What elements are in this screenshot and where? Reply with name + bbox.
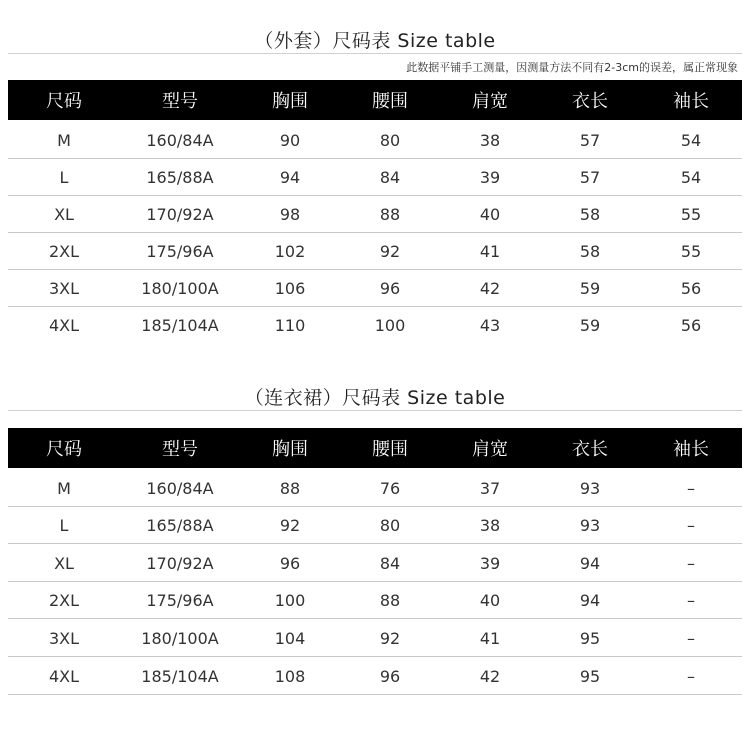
cell-length: 94 [579,553,601,573]
cell-waist: 84 [379,553,401,573]
table-row [8,545,742,582]
cell-bust: 98 [279,204,301,224]
table1-title-divider [8,53,742,54]
cell-size: 4XL [48,666,80,686]
cell-length: 95 [579,666,601,686]
cell-length: 57 [579,130,601,150]
cell-shoulder: 40 [479,204,501,224]
cell-waist: 88 [379,204,401,224]
cell-waist: 96 [379,666,401,686]
measurement-note: 此数据平铺手工测量，因测量方法不同有2-3cm的误差，属正常现象 [406,61,738,74]
cell-waist: 76 [379,478,401,498]
cell-waist: 92 [379,628,401,648]
cell-length: 93 [579,515,601,535]
cell-model: 175/96A [146,590,214,610]
cell-model: 170/92A [146,204,214,224]
table2-title-divider [8,410,742,411]
cell-model: 165/88A [146,515,214,535]
table-row [8,233,742,270]
header-length: 衣长 [572,439,608,460]
table2-title: （连衣裙）尺码表 Size table [244,387,506,409]
cell-size: L [59,515,69,535]
cell-size: XL [54,553,74,573]
cell-model: 180/100A [141,628,219,648]
header-size: 尺码 [46,439,82,460]
cell-model: 165/88A [146,167,214,187]
cell-size: 3XL [48,628,80,648]
header-shoulder: 肩宽 [472,91,508,112]
cell-shoulder: 39 [479,553,501,573]
cell-bust: 106 [274,278,306,298]
cell-length: 58 [579,241,601,261]
header-bust: 胸围 [272,91,308,112]
cell-model: 185/104A [141,666,219,686]
cell-shoulder: 41 [479,628,501,648]
cell-size: 4XL [48,316,80,335]
cell-waist: 96 [379,278,401,298]
header-sleeve: 袖长 [673,91,709,112]
cell-size: 2XL [48,241,80,261]
cell-length: 58 [579,204,601,224]
cell-shoulder: 38 [479,130,501,150]
cell-bust: 92 [279,515,301,535]
table2-header-row [8,428,742,468]
table1-title: （外套）尺码表 Size table [254,30,496,52]
table-row [8,582,742,619]
cell-sleeve: 55 [680,241,702,261]
cell-shoulder: 39 [479,167,501,187]
cell-size: M [57,478,71,498]
cell-waist: 100 [374,316,406,335]
cell-model: 185/104A [141,316,219,335]
cell-model: 160/84A [146,478,214,498]
header-model: 型号 [162,439,198,460]
table-row [8,196,742,233]
cell-bust: 108 [274,666,306,686]
table-row [8,507,742,544]
cell-sleeve: 56 [680,316,702,335]
header-size: 尺码 [46,91,82,112]
cell-model: 170/92A [146,553,214,573]
cell-length: 93 [579,478,601,498]
header-bust: 胸围 [272,439,308,460]
cell-bust: 88 [279,478,301,498]
table-row [8,470,742,507]
cell-bust: 96 [279,553,301,573]
cell-length: 57 [579,167,601,187]
cell-size: 3XL [48,278,80,298]
cell-sleeve: – [687,628,695,648]
table-row [8,620,742,657]
cell-waist: 80 [379,130,401,150]
cell-size: M [57,130,71,150]
header-length: 衣长 [572,91,608,112]
cell-length: 59 [579,316,601,335]
cell-sleeve: 54 [680,167,702,187]
cell-length: 95 [579,628,601,648]
table-row [8,270,742,307]
cell-shoulder: 38 [479,515,501,535]
cell-bust: 104 [274,628,306,648]
cell-sleeve: 56 [680,278,702,298]
cell-bust: 100 [274,590,306,610]
cell-bust: 110 [274,316,306,335]
cell-length: 59 [579,278,601,298]
cell-shoulder: 41 [479,241,501,261]
cell-size: XL [54,204,74,224]
cell-model: 175/96A [146,241,214,261]
cell-waist: 88 [379,590,401,610]
header-sleeve: 袖长 [673,439,709,460]
header-model: 型号 [162,91,198,112]
cell-waist: 92 [379,241,401,261]
cell-waist: 84 [379,167,401,187]
cell-sleeve: – [687,590,695,610]
table-row [8,307,742,344]
cell-bust: 94 [279,167,301,187]
cell-sleeve: – [687,666,695,686]
cell-length: 94 [579,590,601,610]
cell-shoulder: 43 [479,316,501,335]
table-row [8,122,742,159]
cell-size: 2XL [48,590,80,610]
cell-size: L [59,167,69,187]
cell-shoulder: 42 [479,278,501,298]
cell-shoulder: 40 [479,590,501,610]
cell-sleeve: – [687,478,695,498]
cell-sleeve: 55 [680,204,702,224]
table1-header-row [8,80,742,120]
cell-sleeve: – [687,515,695,535]
cell-shoulder: 37 [479,478,501,498]
cell-sleeve: 54 [680,130,702,150]
header-waist: 腰围 [372,439,408,460]
cell-sleeve: – [687,553,695,573]
cell-model: 160/84A [146,130,214,150]
header-waist: 腰围 [372,91,408,112]
cell-model: 180/100A [141,278,219,298]
table-row [8,658,742,695]
header-shoulder: 肩宽 [472,439,508,460]
cell-shoulder: 42 [479,666,501,686]
table-row [8,159,742,196]
cell-waist: 80 [379,515,401,535]
cell-bust: 102 [274,241,306,261]
cell-bust: 90 [279,130,301,150]
